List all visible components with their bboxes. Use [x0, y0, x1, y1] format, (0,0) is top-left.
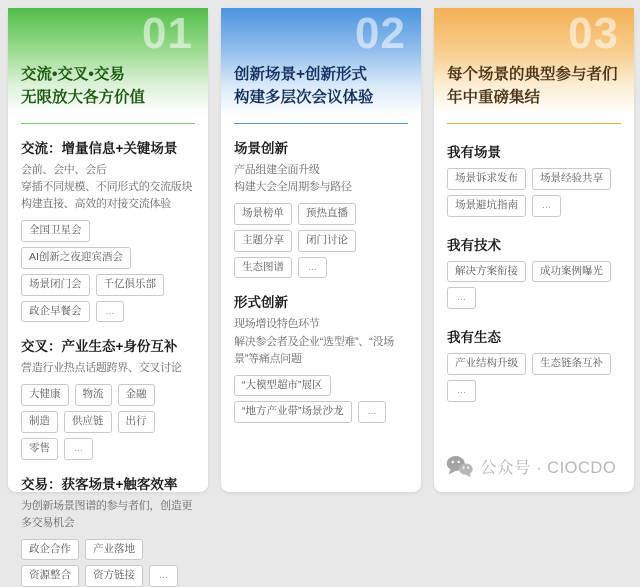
- section-heading: 我有生态: [447, 330, 501, 346]
- section-heading: 交叉：产业生态+身份互补: [21, 339, 178, 355]
- card-title-line: 无限放大各方价值: [21, 88, 146, 106]
- tag-chip: 千亿俱乐部: [96, 274, 165, 296]
- tag-chip: 政企早餐会: [21, 301, 90, 323]
- card-header: [8, 8, 208, 115]
- tag-chip: “大模型超市”展区: [234, 375, 331, 397]
- tag-chip: AI创新之夜迎宾酒会: [21, 247, 131, 269]
- more-chip: ...: [447, 380, 476, 402]
- section: [447, 141, 621, 217]
- section-heading: 场景创新: [234, 141, 288, 157]
- tag-chip: 出行: [118, 411, 155, 433]
- wechat-account-label: 公众号 · CIOCDO: [480, 459, 617, 477]
- section-body-line: 现场增设特色环节: [234, 318, 320, 331]
- section-heading: 我有场景: [447, 145, 501, 161]
- tag-chip: 预热直播: [298, 203, 356, 225]
- section: [447, 234, 621, 310]
- section: [21, 137, 195, 322]
- tag-chip: 生态链条互补: [532, 353, 611, 375]
- card-title-line: 构建多层次会议体验: [234, 88, 374, 106]
- section-body-line: 构建直接、高效的对接交流体验: [21, 198, 171, 211]
- more-chip: ...: [96, 301, 125, 323]
- section: [21, 335, 195, 459]
- tag-chip: 成功案例曝光: [532, 261, 611, 283]
- tag-list: [447, 353, 621, 402]
- more-chip: ...: [358, 401, 387, 423]
- section-body-line: 会前、会中、会后: [21, 164, 107, 177]
- section: [21, 473, 195, 587]
- section-heading: 我有技术: [447, 237, 501, 253]
- card-title: [21, 64, 195, 109]
- card-title: [234, 64, 408, 109]
- card-number: 02: [355, 9, 406, 58]
- header-divider: [447, 123, 621, 124]
- card-header: [221, 8, 421, 115]
- card-01: [8, 8, 208, 582]
- more-chip: ...: [532, 195, 561, 217]
- section-body-line: 穿插不同规模、不同形式的交流版块: [21, 181, 193, 194]
- tag-chip: “地方产业带”场景沙龙: [234, 401, 352, 423]
- header-divider: [234, 123, 408, 124]
- section-heading: 交流：增量信息+关键场景: [21, 141, 178, 157]
- more-chip: ...: [447, 287, 476, 309]
- card-title-line: 每个场景的典型参与者们: [447, 66, 618, 84]
- more-chip: ...: [149, 565, 178, 587]
- tag-list: [21, 384, 195, 459]
- tag-chip: 闭门讨论: [298, 230, 356, 252]
- tag-list: [21, 220, 195, 322]
- card-title-line: 年中重磅集结: [447, 88, 541, 106]
- card-title-line: 创新场景+创新形式: [234, 66, 368, 84]
- tag-chip: 全国卫星会: [21, 220, 90, 242]
- tag-chip: 场景闭门会: [21, 274, 90, 296]
- tag-chip: 大健康: [21, 384, 69, 406]
- section: [234, 137, 408, 278]
- tag-chip: 零售: [21, 438, 58, 460]
- section-body-line: 产品组建全面升级: [234, 164, 320, 177]
- tag-list: [447, 261, 621, 310]
- tag-list: [447, 168, 621, 217]
- tag-chip: 解决方案衔接: [447, 261, 526, 283]
- more-chip: ...: [64, 438, 93, 460]
- tag-chip: 主题分享: [234, 230, 292, 252]
- tag-chip: 金融: [118, 384, 155, 406]
- section: [234, 291, 408, 423]
- section-body-line: 解决参会者及企业“选型难”、“没场景”等痛点问题: [234, 335, 394, 365]
- tag-chip: 资源整合: [21, 565, 79, 587]
- card-02: [221, 8, 421, 492]
- card-number: 03: [568, 9, 619, 58]
- header-divider: [21, 123, 195, 124]
- tag-chip: 生态图谱: [234, 257, 292, 279]
- card-header: [434, 8, 634, 115]
- section-heading: 交易：获客场景+触客效率: [21, 476, 178, 492]
- tag-chip: 政企合作: [21, 539, 79, 561]
- card-03: [434, 8, 634, 492]
- tag-chip: 制造: [21, 411, 58, 433]
- section-body-line: 营造行业热点话题跨界、交叉讨论: [21, 362, 182, 375]
- tag-chip: 供应链: [64, 411, 112, 433]
- tag-chip: 产业落地: [85, 539, 143, 561]
- wechat-footer: [434, 454, 634, 492]
- section-body-line: 为创新场景图谱的参与者们，创造更多交易机会: [21, 499, 193, 529]
- tag-chip: 场景诉求发布: [447, 168, 526, 190]
- section: [447, 326, 621, 402]
- section-heading: 形式创新: [234, 295, 288, 311]
- tag-chip: 场景经验共享: [532, 168, 611, 190]
- wechat-icon: [446, 455, 473, 478]
- tag-chip: 资方链接: [85, 565, 143, 587]
- section-body-line: 构建大会全周期参与路径: [234, 181, 352, 194]
- tag-list: [234, 203, 408, 278]
- card-title-line: 交流•交叉•交易: [21, 66, 125, 84]
- tag-list: [234, 375, 408, 424]
- card-number: 01: [142, 9, 193, 58]
- more-chip: ...: [298, 257, 327, 279]
- tag-chip: 物流: [75, 384, 112, 406]
- tag-list: [21, 539, 195, 587]
- card-title: [447, 64, 621, 109]
- tag-chip: 产业结构升级: [447, 353, 526, 375]
- tag-chip: 场景榜单: [234, 203, 292, 225]
- tag-chip: 场景避坑指南: [447, 195, 526, 217]
